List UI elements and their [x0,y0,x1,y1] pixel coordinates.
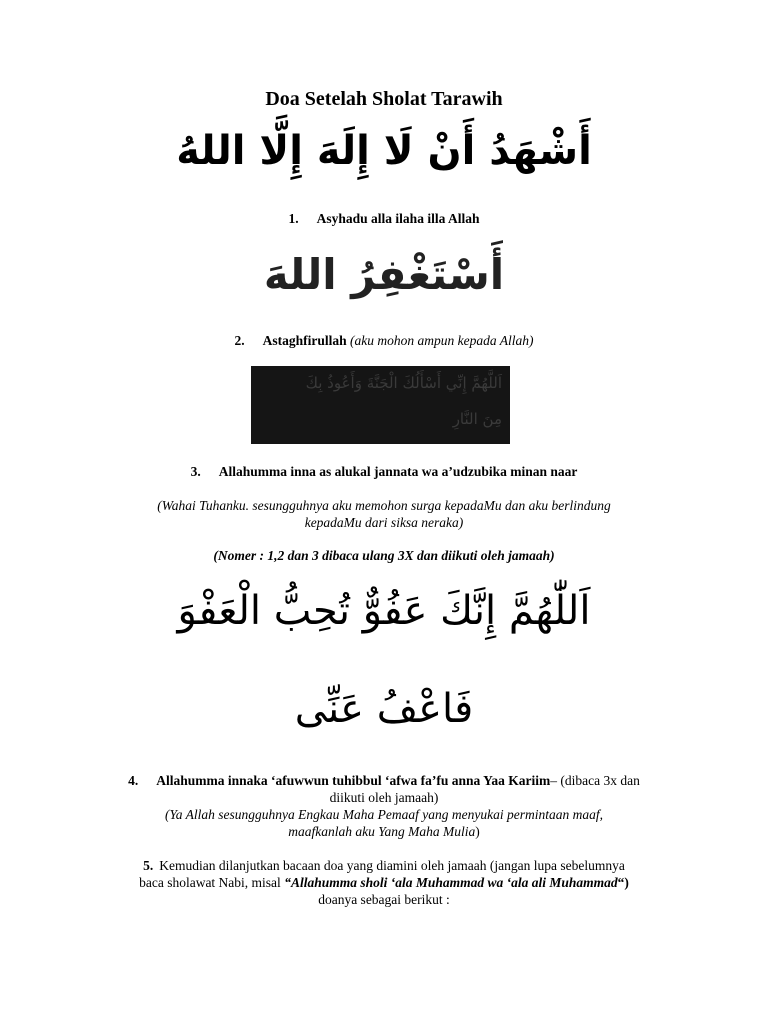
item-4-translation-2 [0,823,768,840]
item-2-bold: Astaghfirullah [262,333,347,348]
item-4-translation-1: (Ya Allah sesungguhnya Engkau Maha Pemaaf yang menyukai permintaan maaf, [165,807,603,822]
item-5-line-3: doanya sebagai berikut : [318,892,450,907]
item-2 [0,332,768,349]
item-3 [0,463,768,480]
item-4-normal-b: diikuti oleh jamaah) [329,790,439,805]
item-1-text: Asyhadu alla ilaha illa Allah [316,211,480,226]
item-5-line-2 [0,874,768,891]
translation-3-line-1: (Wahai Tuhanku. sesungguhnya aku memohon surga kepadaMu dan aku berlindung [157,498,611,513]
arabic-doa-line-1: اَللَّهُمَّ إِنِّي أَسْأَلُكَ الْجَنَّةَ وَأَعُوذُ بِكَ [305,374,502,392]
item-2-number: 2. [234,333,245,348]
item-3-number: 3. [190,464,201,479]
item-5-line-1: Kemudian dilanjutkan bacaan doa yang diamini oleh jamaah (jangan lupa sebelumnya [159,858,625,873]
item-3-text: Allahumma inna as alukal jannata wa a’udzubika minan naar [218,464,578,479]
item-1-number: 1. [288,211,299,226]
item-4-number: 4. [128,773,139,788]
item-5-line-2c: “) [617,875,629,890]
arabic-syahadat: أَشْهَدُ أَنْ لَا إِلَهَ إِلَّا اللهُ [176,128,592,174]
item-4-translation-2-text: maafkanlah aku Yang Maha Mulia [288,824,476,839]
item-5 [0,857,768,874]
item-5-line-2a: baca sholawat Nabi, misal [139,875,285,890]
item-4-bold: Allahumma innaka ‘afuwwun tuhibbul ‘afwa fa’fu anna Yaa Kariim [156,773,551,788]
arabic-doa-image [251,366,510,444]
item-2-translation: (aku mohon ampun kepada Allah) [350,333,534,348]
item-5-sholawat: “Allahumma sholi ‘ala Muhammad wa ‘ala ali Muhammad [284,875,618,890]
translation-3-line-2: kepadaMu dari siksa neraka) [304,515,464,530]
item-5-number: 5. [143,858,154,873]
item-1 [0,210,768,227]
item-4-translation-2-end: ) [475,824,480,839]
arabic-afuw-line-2: فَاعْفُ عَنِّى [294,686,474,732]
item-4-dash: – [550,773,558,788]
arabic-istighfar: أَسْتَغْفِرُ اللهَ [263,250,505,299]
page-title: Doa Setelah Sholat Tarawih [265,88,503,110]
item-4-normal-a: (dibaca 3x dan [557,773,640,788]
item-4 [0,772,768,789]
arabic-doa-line-2: مِنَ النَّارِ [452,410,502,428]
repeat-note: (Nomer : 1,2 dan 3 dibaca ulang 3X dan diikuti oleh jamaah) [213,548,555,563]
arabic-afuw-line-1: اَللّٰهُمَّ إِنَّكَ عَفُوٌّ تُحِبُّ الْعَفْوَ [177,588,591,634]
